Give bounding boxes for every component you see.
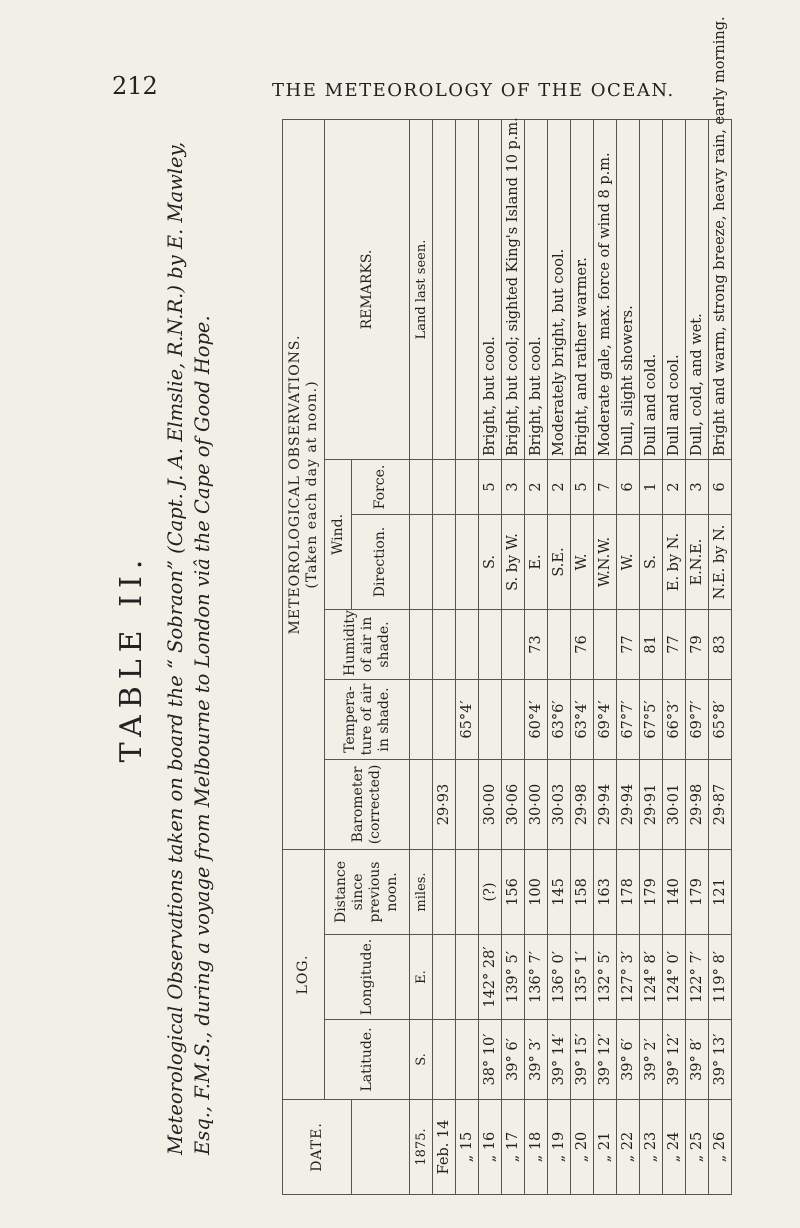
table-row (686, 120, 709, 1195)
table-row (479, 120, 502, 1195)
latitude-cell (456, 1020, 479, 1100)
longitude-cell: 127° 3′ (617, 935, 640, 1020)
distance-cell: 158 (571, 850, 594, 935)
temperature-cell (479, 680, 502, 760)
wind-direction-cell: W.N.W. (594, 515, 617, 610)
temperature-cell: 63°4′ (571, 680, 594, 760)
latitude-cell: 38° 10′ (479, 1020, 502, 1100)
distance-cell: 140 (663, 850, 686, 935)
longitude-cell (456, 935, 479, 1020)
wind-direction-cell: S. (479, 515, 502, 610)
wind-force-cell: 5 (571, 460, 594, 515)
date-cell: Feb. 14 (433, 1100, 456, 1195)
remarks-cell: Dull, slight showers. (617, 120, 640, 460)
header-distance: Distance since previous noon. (325, 850, 410, 935)
date-cell: „ 16 (479, 1100, 502, 1195)
distance-cell: (?) (479, 850, 502, 935)
table-row (571, 120, 594, 1195)
remarks-cell: Moderately bright, but cool. (548, 120, 571, 460)
latitude-cell: 39° 12′ (594, 1020, 617, 1100)
humidity-cell (594, 610, 617, 680)
wind-direction-cell: N.E. by N. (709, 515, 732, 610)
barometer-cell: 30·03 (548, 760, 571, 850)
humidity-cell: 81 (640, 610, 663, 680)
wind-force-cell (433, 460, 456, 515)
date-cell: „ 25 (686, 1100, 709, 1195)
humidity-cell (548, 610, 571, 680)
date-cell: „ 19 (548, 1100, 571, 1195)
humidity-cell (433, 610, 456, 680)
distance-cell: 145 (548, 850, 571, 935)
temperature-cell: 69°4′ (594, 680, 617, 760)
table-row (594, 120, 617, 1195)
remarks-cell (456, 120, 479, 460)
date-cell: „ 15 (456, 1100, 479, 1195)
humidity-cell: 77 (663, 610, 686, 680)
table-row (709, 120, 732, 1195)
latitude-cell: 39° 2′ (640, 1020, 663, 1100)
latitude-cell: 39° 8′ (686, 1020, 709, 1100)
latitude-cell: 39° 6′ (617, 1020, 640, 1100)
temperature-cell: 65°4′ (456, 680, 479, 760)
longitude-cell (433, 935, 456, 1020)
longitude-cell: 139° 5′ (502, 935, 525, 1020)
header-temperature: Tempera-ture of air in shade. (325, 680, 410, 760)
date-cell: „ 18 (525, 1100, 548, 1195)
longitude-cell: 119° 8′ (709, 935, 732, 1020)
distance-cell: 179 (686, 850, 709, 935)
longitude-cell: 135° 1′ (571, 935, 594, 1020)
temperature-cell: 69°7′ (686, 680, 709, 760)
longitude-cell: 142° 28′ (479, 935, 502, 1020)
header-wind: Wind. (325, 460, 352, 610)
table-title: TABLE II. (114, 552, 149, 763)
date-cell: „ 22 (617, 1100, 640, 1195)
barometer-cell: 30·00 (525, 760, 548, 850)
date-cell: „ 23 (640, 1100, 663, 1195)
barometer-cell: 29·93 (433, 760, 456, 850)
table-row (548, 120, 571, 1195)
barometer-cell: 29·94 (594, 760, 617, 850)
remarks-cell: Dull and cool. (663, 120, 686, 460)
wind-force-cell: 5 (479, 460, 502, 515)
remarks-cell: Bright, and rather warmer. (571, 120, 594, 460)
barometer-cell: 30·01 (663, 760, 686, 850)
table-row (525, 120, 548, 1195)
wind-force-cell (456, 460, 479, 515)
header-wind-force: Force. (352, 460, 410, 515)
header-met-title: METEOROLOGICAL OBSERVATIONS. (286, 334, 303, 635)
units-row (410, 120, 433, 1195)
unit-dist: miles. (410, 850, 433, 935)
remarks-cell (433, 120, 456, 460)
table-row (663, 120, 686, 1195)
longitude-cell: 132° 5′ (594, 935, 617, 1020)
distance-cell: 156 (502, 850, 525, 935)
humidity-cell (456, 610, 479, 680)
table-row (456, 120, 479, 1195)
table-row (502, 120, 525, 1195)
table-caption: Meteorological Observations taken on board the “ Sobraon” (Capt. J. A. Elmslie, R.N.R.) by E. Mawley, Esq., F.M.S., during a voyage from Melbourne to London viâ the Cape of Good Hope. (164, 141, 214, 1155)
longitude-cell: 136° 7′ (525, 935, 548, 1020)
wind-direction-cell: W. (617, 515, 640, 610)
table-row (617, 120, 640, 1195)
unit-temp (410, 680, 433, 760)
running-head: THE METEOROLOGY OF THE OCEAN. (272, 80, 675, 101)
distance-cell: 179 (640, 850, 663, 935)
latitude-cell: 39° 14′ (548, 1020, 571, 1100)
temperature-cell: 67°5′ (640, 680, 663, 760)
header-latitude: Latitude. (325, 1020, 410, 1100)
distance-cell (433, 850, 456, 935)
date-cell: „ 21 (594, 1100, 617, 1195)
remarks-cell: Moderate gale, max. force of wind 8 p.m. (594, 120, 617, 460)
wind-direction-cell (433, 515, 456, 610)
barometer-cell: 29·87 (709, 760, 732, 850)
wind-force-cell: 3 (502, 460, 525, 515)
latitude-cell: 39° 12′ (663, 1020, 686, 1100)
humidity-cell: 73 (525, 610, 548, 680)
humidity-cell (502, 610, 525, 680)
header-longitude: Longitude. (325, 935, 410, 1020)
barometer-cell: 29·98 (571, 760, 594, 850)
wind-direction-cell: S. by W. (502, 515, 525, 610)
latitude-cell (433, 1020, 456, 1100)
barometer-cell: 30·06 (502, 760, 525, 850)
page-number: 212 (112, 72, 158, 100)
wind-force-cell: 7 (594, 460, 617, 515)
wind-force-cell: 2 (548, 460, 571, 515)
remarks-cell: Bright, but cool; sighted King's Island 10 p.m. (502, 120, 525, 460)
unit-force (410, 460, 433, 515)
table-row (640, 120, 663, 1195)
wind-direction-cell (456, 515, 479, 610)
wind-force-cell: 3 (686, 460, 709, 515)
distance-cell: 121 (709, 850, 732, 935)
date-cell: „ 17 (502, 1100, 525, 1195)
distance-cell: 178 (617, 850, 640, 935)
wind-force-cell: 6 (617, 460, 640, 515)
distance-cell (456, 850, 479, 935)
longitude-cell: 136° 0′ (548, 935, 571, 1020)
unit-hum (410, 610, 433, 680)
header-wind-direction: Direction. (352, 515, 410, 610)
unit-baro (410, 760, 433, 850)
header-date: DATE. (283, 1100, 352, 1195)
longitude-cell: 124° 0′ (663, 935, 686, 1020)
unit-lon: E. (410, 935, 433, 1020)
table-row (433, 120, 456, 1195)
wind-force-cell: 6 (709, 460, 732, 515)
humidity-cell: 76 (571, 610, 594, 680)
wind-direction-cell: S. (640, 515, 663, 610)
wind-direction-cell: E.N.E. (686, 515, 709, 610)
latitude-cell: 39° 6′ (502, 1020, 525, 1100)
wind-direction-cell: E. (525, 515, 548, 610)
wind-direction-cell: S.E. (548, 515, 571, 610)
wind-force-cell: 2 (663, 460, 686, 515)
latitude-cell: 39° 13′ (709, 1020, 732, 1100)
distance-cell: 100 (525, 850, 548, 935)
barometer-cell (456, 760, 479, 850)
header-humidity: Humidity of air in shade. (325, 610, 410, 680)
unit-remarks: Land last seen. (410, 120, 433, 460)
longitude-cell: 122° 7′ (686, 935, 709, 1020)
longitude-cell: 124° 8′ (640, 935, 663, 1020)
remarks-cell: Dull and cold. (640, 120, 663, 460)
barometer-cell: 29·94 (617, 760, 640, 850)
header-barometer: Barometer (corrected) (325, 760, 410, 850)
temperature-cell: 60°4′ (525, 680, 548, 760)
temperature-cell: 67°7′ (617, 680, 640, 760)
date-cell: „ 26 (709, 1100, 732, 1195)
date-cell: „ 24 (663, 1100, 686, 1195)
distance-cell: 163 (594, 850, 617, 935)
barometer-cell: 29·91 (640, 760, 663, 850)
header-log: LOG. (283, 850, 325, 1100)
temperature-cell: 66°3′ (663, 680, 686, 760)
latitude-cell: 39° 15′ (571, 1020, 594, 1100)
remarks-cell: Bright, but cool. (525, 120, 548, 460)
latitude-cell: 39° 3′ (525, 1020, 548, 1100)
date-cell: „ 20 (571, 1100, 594, 1195)
header-met (283, 120, 325, 850)
humidity-cell: 83 (709, 610, 732, 680)
humidity-cell: 77 (617, 610, 640, 680)
unit-lat: S. (410, 1020, 433, 1100)
wind-direction-cell: E. by N. (663, 515, 686, 610)
unit-year: 1875. (410, 1100, 433, 1195)
remarks-cell: Bright and warm, strong breeze, heavy rain, early morning. (709, 120, 732, 460)
remarks-cell: Dull, cold, and wet. (686, 120, 709, 460)
unit-dir (410, 515, 433, 610)
temperature-cell: 65°8′ (709, 680, 732, 760)
header-met-subtitle: (Taken each day at noon.) (303, 380, 320, 589)
barometer-cell: 29·98 (686, 760, 709, 850)
barometer-cell: 30·00 (479, 760, 502, 850)
wind-direction-cell: W. (571, 515, 594, 610)
wind-force-cell: 2 (525, 460, 548, 515)
remarks-cell: Bright, but cool. (479, 120, 502, 460)
humidity-cell (479, 610, 502, 680)
wind-force-cell: 1 (640, 460, 663, 515)
header-remarks: REMARKS. (325, 120, 410, 460)
temperature-cell: 63°6′ (548, 680, 571, 760)
header-date-spacer (352, 1100, 410, 1195)
humidity-cell: 79 (686, 610, 709, 680)
temperature-cell (502, 680, 525, 760)
temperature-cell (433, 680, 456, 760)
